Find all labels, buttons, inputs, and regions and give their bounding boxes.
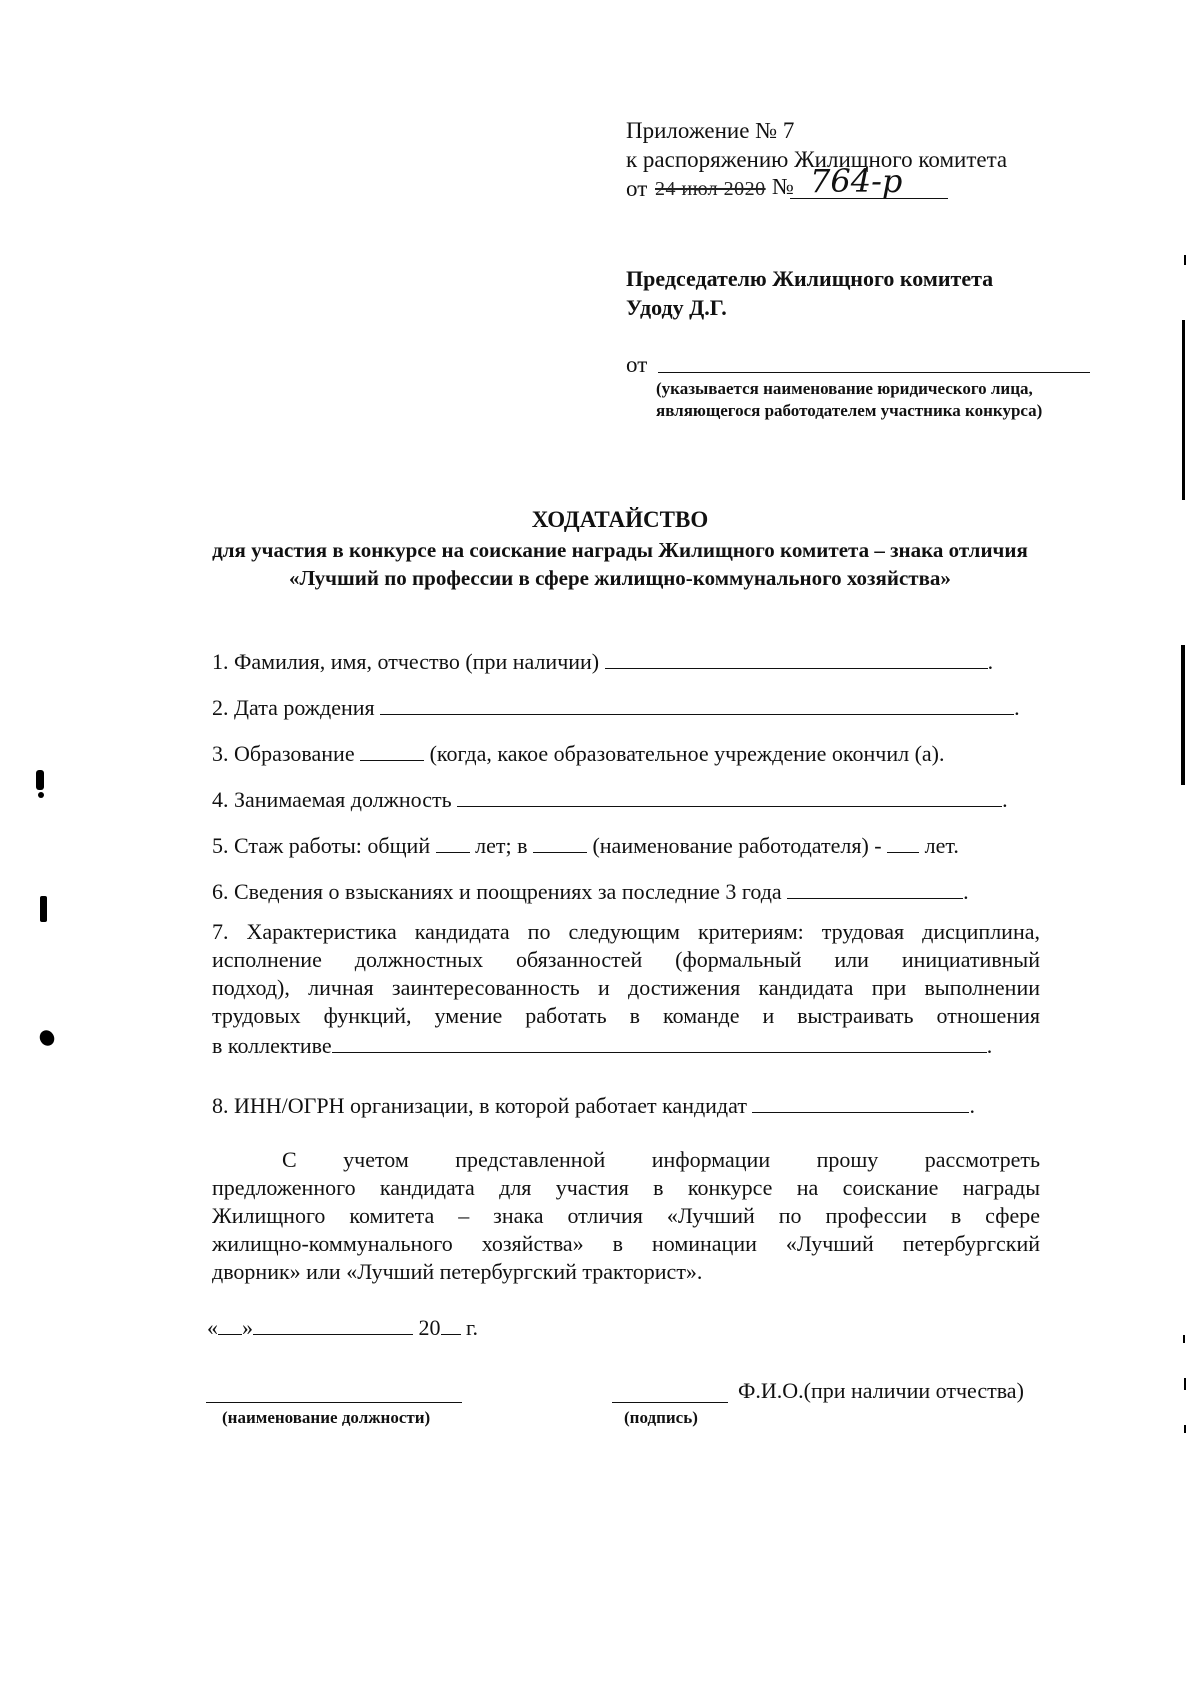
item-inn-ogrn-label: 8. ИНН/ОГРН организации, в которой работает кандидат [212,1093,747,1118]
period: . [987,649,994,674]
date-line [207,1312,478,1341]
year-blank[interactable] [441,1312,461,1335]
addressee-line2: Удоду Д.Г. [626,295,727,320]
item-education-hint: (когда, какое образовательное учреждение окончил (а). [429,741,945,766]
item-experience [212,830,959,859]
scan-artifact [38,792,44,798]
day-blank[interactable] [218,1312,242,1335]
period: . [1002,787,1008,812]
request-line5: дворник» или «Лучший петербургский тракторист». [212,1259,703,1284]
characteristics-line1: 7. Характеристика кандидата по следующим критериям: трудовая дисциплина, [212,919,1040,944]
scan-artifact [37,1028,57,1049]
request-line2: предложенного кандидата для участия в конкурсе на соискание награды [212,1175,1040,1200]
document-subtitle-line2: «Лучший по профессии в сфере жилищно-коммунального хозяйства» [289,566,951,590]
total-years-blank[interactable] [436,830,470,853]
item-experience-label: 5. Стаж работы: общий [212,833,431,858]
characteristics-line2: исполнение должностных обязанностей (формальный или инициативный [212,947,1040,972]
document-subtitle-line1: для участия в конкурсе на соискание награды Жилищного комитета – знака отличия [212,538,1028,562]
penalties-rewards-blank[interactable] [787,876,963,899]
position-blank[interactable] [457,784,1002,807]
employer-blank[interactable] [533,830,587,853]
scan-artifact [1181,645,1185,785]
sender-note-line1: (указывается наименование юридического лица, [656,379,1033,398]
signature-blank[interactable] [612,1402,728,1403]
scan-artifact [1182,320,1185,500]
scan-artifact [40,896,47,922]
education-blank[interactable] [360,738,424,761]
scan-artifact [36,770,44,790]
period: . [986,1033,993,1058]
item-inn-ogrn [212,1090,975,1119]
characteristics-blank[interactable] [332,1030,987,1053]
appendix-label: Приложение № 7 [626,118,795,143]
item-birth-date-label: 2. Дата рождения [212,695,375,720]
sender-from-label: от [626,352,648,377]
full-name-blank[interactable] [605,646,988,669]
handwritten-order-number: 764-р [810,162,903,200]
item-position [212,784,1008,813]
document-title: ХОДАТАЙСТВО [531,507,709,532]
period: . [1014,695,1020,720]
year-suffix: г. [466,1315,479,1340]
sender-name-blank[interactable] [658,372,1090,373]
item-characteristics [212,918,1040,1060]
order-reference: к распоряжению Жилищного комитета [626,147,1008,172]
scan-artifact [1184,1378,1186,1390]
inn-ogrn-blank[interactable] [752,1090,969,1113]
period: . [963,879,969,904]
characteristics-line5-label: в коллективе [212,1033,332,1058]
item-education [212,738,945,767]
date-open-quote: « [207,1315,218,1340]
characteristics-line4: трудовых функций, умение работать в команде и выстраивать отношения [212,1003,1040,1028]
addressee-line1: Председателю Жилищного комитета [626,266,994,291]
scan-artifact [1184,1425,1186,1433]
request-line1: С учетом представленной информации прошу рассмотреть [282,1147,1040,1172]
number-sign: № [772,174,794,199]
position-caption: (наименование должности) [222,1408,431,1427]
item-full-name-label: 1. Фамилия, имя, отчество (при наличии) [212,649,600,674]
request-line3: Жилищного комитета – знака отличия «Лучший по профессии в сфере [212,1203,1040,1228]
year-prefix: 20 [418,1315,441,1340]
item-experience-years-in: лет; в [475,833,528,858]
item-experience-years: лет. [924,833,959,858]
position-blank[interactable] [206,1402,462,1403]
employer-years-blank[interactable] [887,830,919,853]
item-penalties-rewards [212,876,969,905]
full-name-label: Ф.И.О.(при наличии отчества) [738,1378,1024,1403]
from-prefix: от [626,176,648,201]
month-blank[interactable] [253,1312,413,1335]
scan-artifact [1184,255,1186,265]
item-position-label: 4. Занимаемая должность [212,787,452,812]
period: . [969,1093,975,1118]
item-penalties-rewards-label: 6. Сведения о взысканиях и поощрениях за последние 3 года [212,879,782,904]
request-line4: жилищно-коммунального хозяйства» в номинации «Лучший петербургский [212,1231,1040,1256]
item-full-name [212,646,993,675]
date-stamp: 24 июл 2020 [655,178,766,200]
request-paragraph [212,1146,1040,1286]
date-close-quote: » [242,1315,253,1340]
birth-date-blank[interactable] [380,692,1014,715]
characteristics-line5 [212,1030,1040,1060]
sender-note-line2: являющегося работодателем участника конкурса) [656,401,1043,420]
signature-caption: (подпись) [624,1408,698,1427]
order-number-underline [790,198,948,199]
item-birth-date [212,692,1020,721]
item-experience-employer-hint: (наименование работодателя) - [592,833,882,858]
scan-artifact [1183,1335,1185,1343]
item-education-label: 3. Образование [212,741,355,766]
characteristics-line3: подход), личная заинтересованность и достижения кандидата при выполнении [212,975,1040,1000]
